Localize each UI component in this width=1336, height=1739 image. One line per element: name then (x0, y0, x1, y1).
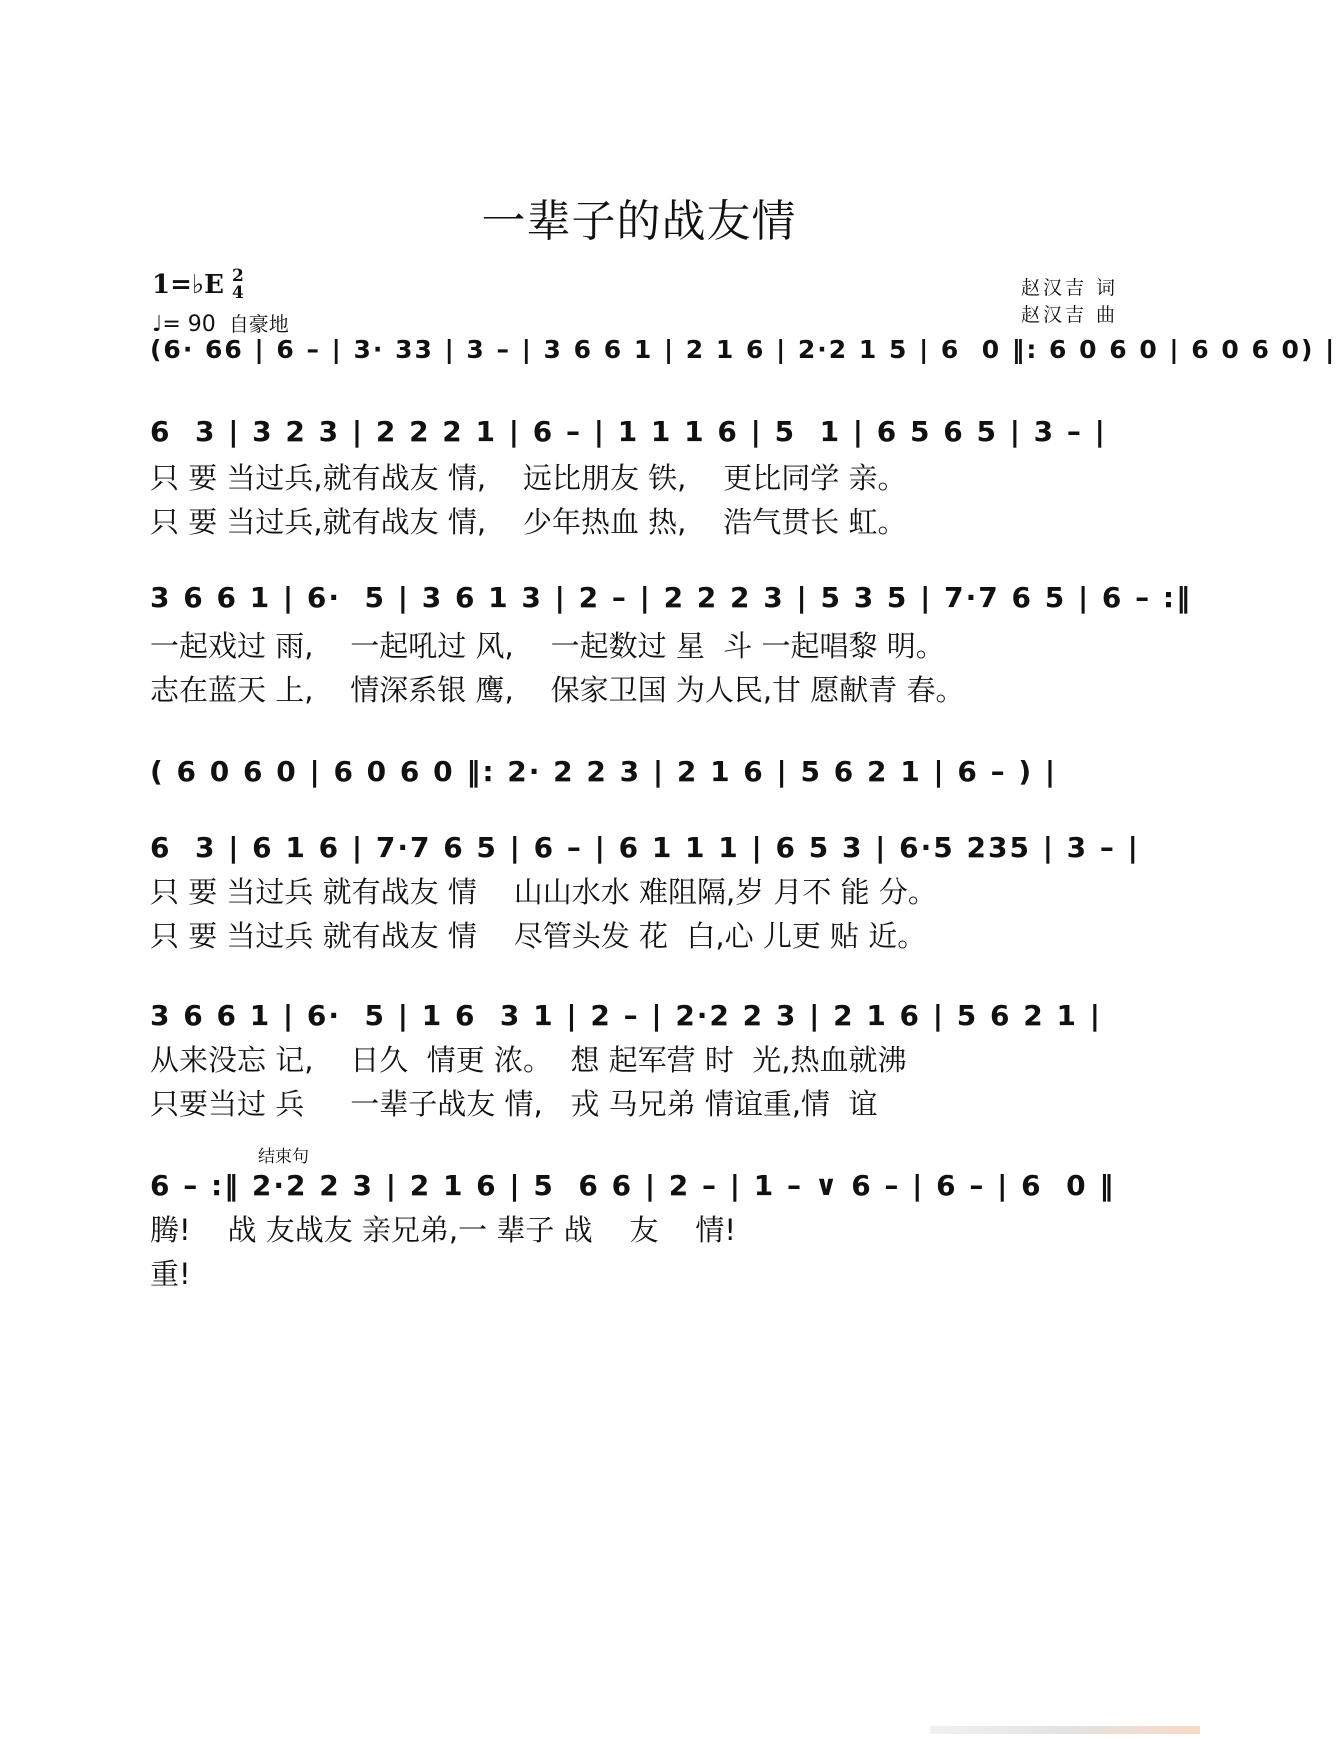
watermark-strip (930, 1726, 1200, 1734)
lyricist-credit: 赵汉吉 词 (1020, 277, 1118, 299)
lyric-row-2-verse-1: 一起戏过 雨, 一起吼过 风, 一起数过 星 斗 一起唱黎 明。 (150, 629, 945, 663)
lyric-row-6-verse-1: 腾! 战 友战友 亲兄弟,一 辈子 战 友 情! (150, 1213, 736, 1247)
lyric-row-5-verse-1: 从来没忘 记, 日久 情更 浓。 想 起军营 时 光,热血就沸 (150, 1043, 907, 1077)
notation-row-4: 6 3 | 6 1 6 | 7·7 6 5 | 6 – | 6 1 1 1 | 6 5 3 | 6·5 235 | 3 – | (150, 831, 1140, 864)
composer-credit: 赵汉吉 曲 (1020, 304, 1118, 326)
time-signature (232, 268, 244, 302)
notation-row-intro: (6· 66 | 6 – | 3· 33 | 3 – | 3 6 6 1 | 2 1 6 | 2·2 1 5 | 6 0 ‖: 6 0 6 0 | 6 0 6 0) | (150, 335, 1336, 364)
lyric-row-5-verse-2: 只要当过 兵 一辈子战友 情, 戎 马兄弟 情谊重,情 谊 (150, 1087, 878, 1121)
key-label: 1=♭E (152, 270, 224, 300)
notation-row-2: 3 6 6 1 | 6· 5 | 3 6 1 3 | 2 – | 2 2 2 3 | 5 3 5 | 7·7 6 5 | 6 – :‖ (150, 581, 1193, 614)
time-signature-top: 2 (231, 266, 244, 286)
notation-row-1: 6 3 | 3 2 3 | 2 2 2 1 | 6 – | 1 1 1 6 | 5 1 | 6 5 6 5 | 3 – | (150, 415, 1107, 448)
notation-row-ending: 6 – :‖ 2·2 2 3 | 2 1 6 | 5 6 6 | 2 – | 1 – ∨ 6 – | 6 – | 6 0 ‖ (150, 1169, 1116, 1202)
key-tempo-block (152, 268, 289, 337)
lyric-row-1-verse-1: 只 要 当过兵,就有战友 情, 远比朋友 铁, 更比同学 亲。 (150, 461, 907, 495)
lyric-row-4-verse-2: 只 要 当过兵 就有战友 情 尽管头发 花 白,心 儿更 贴 近。 (150, 919, 927, 953)
lyric-row-2-verse-2: 志在蓝天 上, 情深系银 鹰, 保家卫国 为人民,甘 愿献青 春。 (150, 673, 965, 707)
lyric-row-1-verse-2: 只 要 当过兵,就有战友 情, 少年热血 热, 浩气贯长 虹。 (150, 505, 907, 539)
credits (1021, 275, 1118, 329)
key-signature (152, 268, 289, 302)
expression-mark: 自豪地 (228, 312, 289, 336)
notation-row-5: 3 6 6 1 | 6· 5 | 1 6 3 1 | 2 – | 2·2 2 3 | 2 1 6 | 5 6 2 1 | (150, 999, 1102, 1032)
song-title: 一辈子的战友情 (481, 196, 797, 247)
tempo-mark: ♩= 90 (152, 312, 216, 337)
time-signature-bottom: 4 (231, 283, 244, 303)
lyric-row-6-verse-2: 重! (150, 1257, 191, 1291)
lyric-row-4-verse-1: 只 要 当过兵 就有战友 情 山山水水 难阻隔,岁 月不 能 分。 (150, 875, 937, 909)
notation-row-interlude: ( 6 0 6 0 | 6 0 6 0 ‖: 2· 2 2 3 | 2 1 6 | 5 6 2 1 | 6 – ) | (150, 755, 1058, 788)
ending-label: 结束句 (258, 1147, 309, 1167)
